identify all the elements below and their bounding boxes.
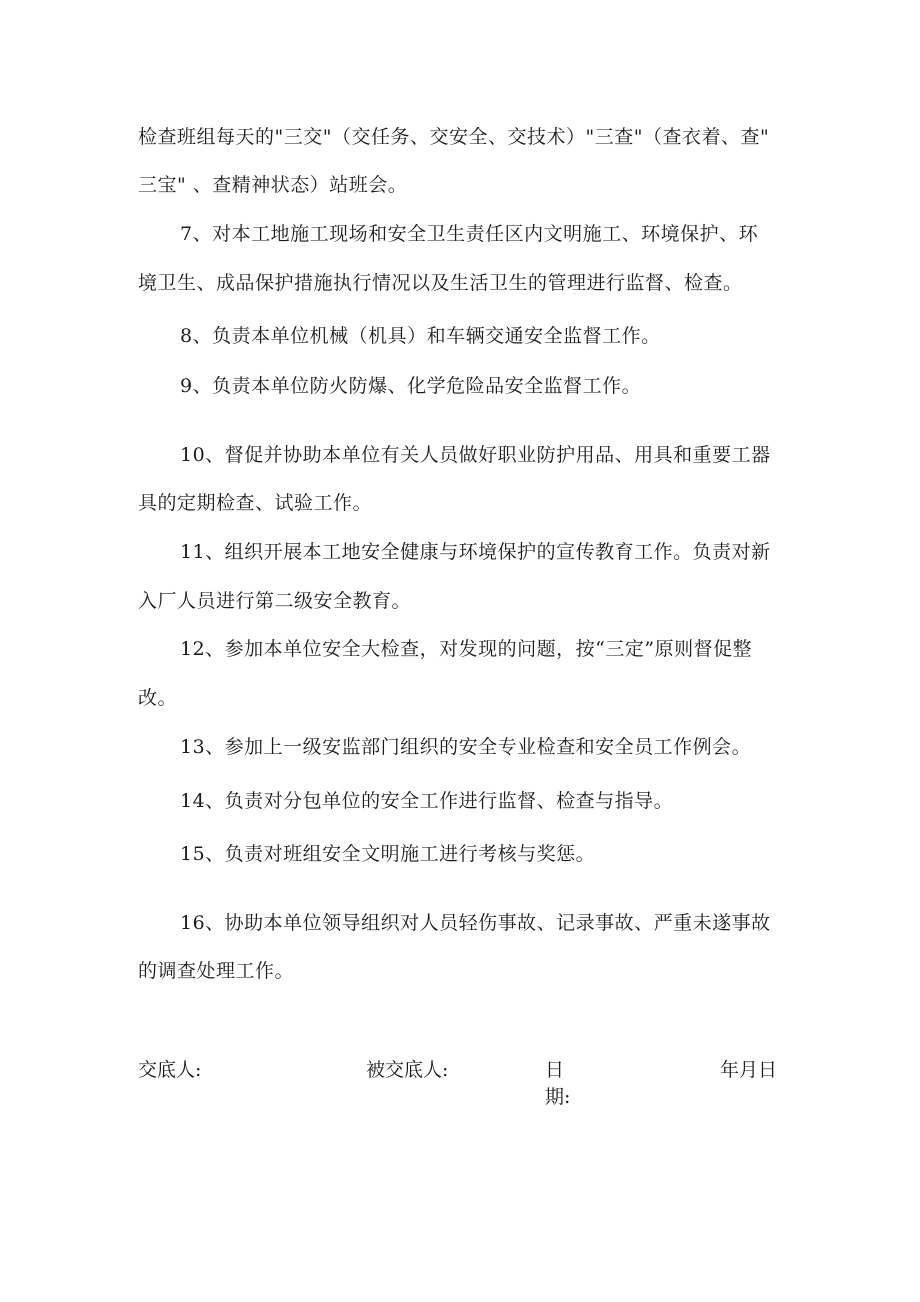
date-label-line-2: 期: — [545, 1086, 571, 1108]
item-15: 15、负责对班组安全文明施工进行考核与奖惩。 — [180, 843, 596, 865]
item-9: 9、负责本单位防火防爆、化学危险品安全监督工作。 — [180, 375, 642, 397]
item-14: 14、负责对分包单位的安全工作进行监督、检查与指导。 — [180, 790, 674, 812]
item-11-line-1: 11、组织开展本工地安全健康与环境保护的宣传教育工作。负责对新 — [180, 541, 771, 563]
paragraph-line-1: 检查班组每天的"三交"（交任务、交安全、交技术）"三查"（查衣着、查" — [138, 126, 770, 148]
item-11-line-2: 入厂人员进行第二级安全教育。 — [138, 590, 412, 612]
item-13: 13、参加上一级安监部门组织的安全专业检查和安全员工作例会。 — [180, 736, 752, 758]
date-value: 年月日 — [720, 1059, 778, 1081]
item-10-line-1: 10、督促并协助本单位有关人员做好职业防护用品、用具和重要工器 — [180, 444, 771, 466]
paragraph-line-2: 三宝" 、查精神状态）站班会。 — [138, 174, 408, 196]
item-10-line-2: 具的定期检查、试验工作。 — [138, 492, 373, 514]
discloser-label: 交底人: — [138, 1059, 202, 1081]
item-16-line-1: 16、协助本单位领导组织对人员轻伤事故、记录事故、严重未遂事故 — [180, 912, 771, 934]
date-label-line-1: 日 — [545, 1059, 565, 1081]
item-12-line-1: 12、参加本单位安全大检查，对发现的问题，按“三定”原则督促整 — [180, 638, 753, 660]
item-12-line-2: 改。 — [138, 687, 178, 709]
item-8: 8、负责本单位机械（机具）和车辆交通安全监督工作。 — [180, 325, 661, 347]
item-16-line-2: 的调查处理工作。 — [138, 960, 295, 982]
recipient-label: 被交底人: — [366, 1059, 449, 1081]
item-7-line-2: 境卫生、成品保护措施执行情况以及生活卫生的管理进行监督、检查。 — [138, 272, 743, 294]
item-7-line-1: 7、对本工地施工现场和安全卫生责任区内文明施工、环境保护、环 — [180, 223, 759, 245]
